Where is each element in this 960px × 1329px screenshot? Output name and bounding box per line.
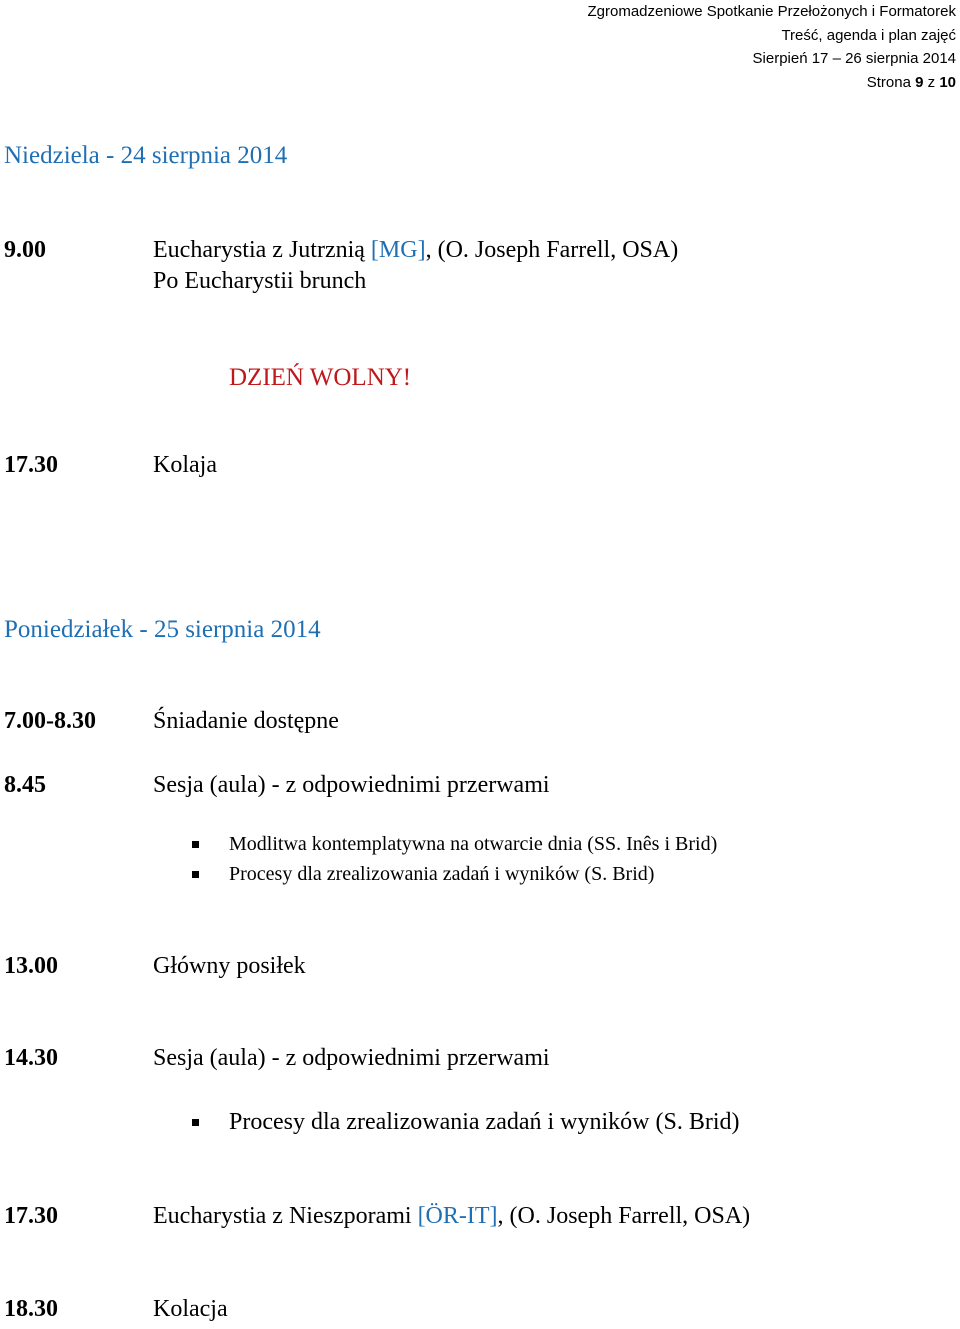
bullet-text: Procesy dla zrealizowania zadań i wyników (S. Brid) <box>229 863 655 885</box>
event-eucharist-lauds <box>153 237 678 264</box>
time-label: 14.30 <box>4 1045 58 1071</box>
event-brunch: Po Eucharystii brunch <box>153 268 367 294</box>
event-main-meal: Główny posiłek <box>153 953 306 979</box>
time-label: 7.00-8.30 <box>4 708 96 734</box>
event-session-afternoon: Sesja (aula) - z odpowiednimi przerwami <box>153 1045 550 1071</box>
event-session-morning: Sesja (aula) - z odpowiednimi przerwami <box>153 772 550 798</box>
language-tag: [MG] <box>370 237 426 263</box>
time-label: 13.00 <box>4 953 58 979</box>
bullet-square-icon <box>192 1119 199 1126</box>
bullet-square-icon <box>192 841 199 848</box>
event-supper: Kolacja <box>153 1296 228 1322</box>
event-eucharist-vespers <box>153 1203 750 1230</box>
bullet-text: Procesy dla zrealizowania zadań i wyników (S. Brid) <box>229 1109 740 1135</box>
event-text: Eucharystia z Nieszporami <box>153 1203 418 1229</box>
page-current: 9 <box>915 73 924 91</box>
header-dates: Sierpień 17 – 26 sierpnia 2014 <box>752 50 956 67</box>
document-header <box>587 0 956 94</box>
time-label: 17.30 <box>4 452 58 478</box>
page-total: 10 <box>939 73 956 91</box>
page-prefix: Strona <box>866 73 916 91</box>
day-heading-sunday: Niedziela - 24 sierpnia 2014 <box>4 142 288 169</box>
event-text: Eucharystia z Jutrznią <box>153 237 371 263</box>
event-breakfast: Śniadanie dostępne <box>153 708 339 734</box>
time-label: 9.00 <box>4 237 46 263</box>
header-title: Zgromadzeniowe Spotkanie Przełożonych i Formatorek <box>587 3 956 20</box>
bullet-square-icon <box>192 871 199 878</box>
time-label: 18.30 <box>4 1296 58 1322</box>
header-subtitle: Treść, agenda i plan zajęć <box>781 26 956 44</box>
time-label: 8.45 <box>4 772 46 798</box>
bullet-text: Modlitwa kontemplatywna na otwarcie dnia (SS. Inês i Brid) <box>229 833 718 855</box>
time-label: 17.30 <box>4 1203 58 1229</box>
page-separator: z <box>923 73 940 91</box>
event-text-celebrant: , (O. Joseph Farrell, OSA) <box>425 237 679 263</box>
day-heading-monday: Poniedziałek - 25 sierpnia 2014 <box>4 616 321 643</box>
event-kolaja: Kolaja <box>153 452 217 478</box>
free-day-notice: DZIEŃ WOLNY! <box>229 364 412 391</box>
page-number <box>587 71 956 95</box>
event-text-celebrant: , (O. Joseph Farrell, OSA) <box>497 1203 751 1229</box>
language-tag: [ÖR-IT] <box>417 1203 498 1229</box>
